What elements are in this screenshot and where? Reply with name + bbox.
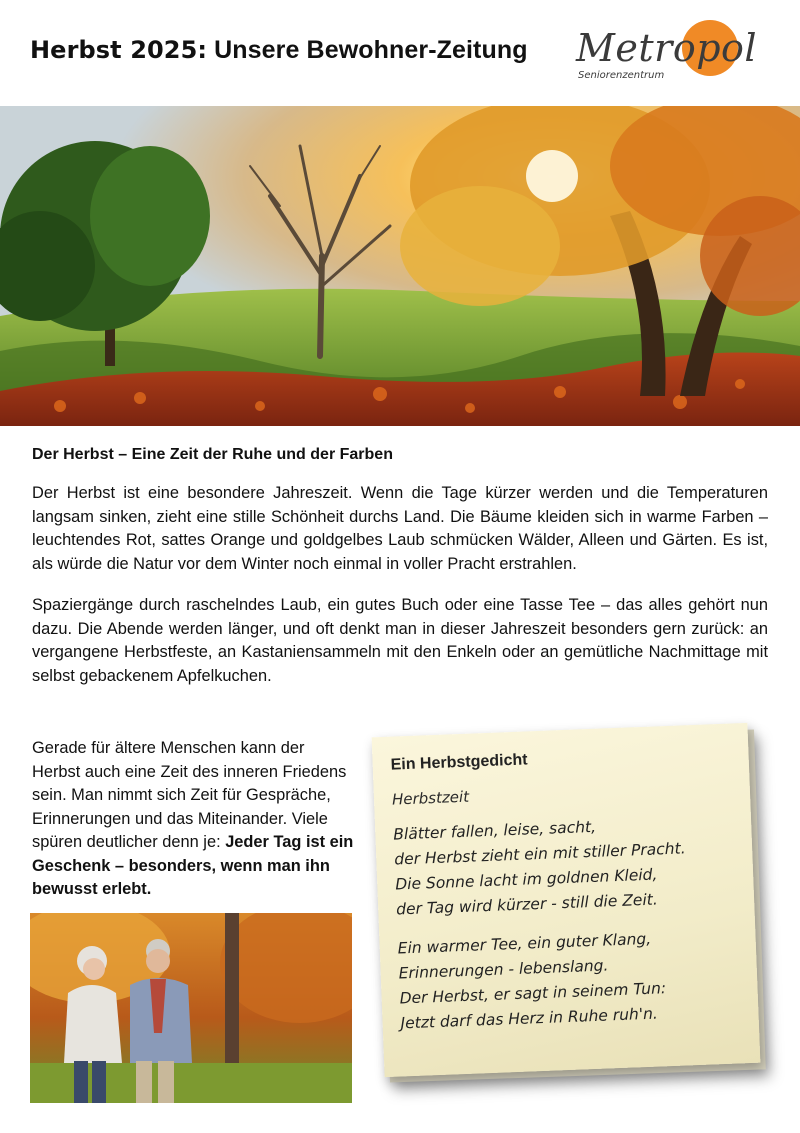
poem-note-content: [390, 743, 745, 1050]
poem-line: Erinnerungen - lebenslang.: [398, 956, 609, 983]
article-paragraph: Der Herbst ist eine besondere Jahreszeit. Wenn die Tage kürzer werden und die Temperaturen langsam sinken, zieht eine stille Schönheit durchs Land. Die Bäume kleiden sich in warme Farben – leuchtendes Rot, sattes Orange und goldgelbes Laub schmücken Wälder, Alleen und Gärten. Es ist, als würde die Natur vor dem Winter noch einmal in voller Pracht erstrahlen.: [32, 484, 768, 573]
note-title: Ein Herbstgedicht: [390, 751, 528, 774]
poem-note-card: [372, 723, 761, 1077]
autumn-landscape-image: [0, 106, 800, 426]
column-bold-text: Jeder Tag ist ein Geschenk – besonders, wenn man ihn bewusst erlebt.: [32, 833, 354, 898]
poem-line: Ein warmer Tee, ein guter Klang,: [397, 929, 652, 958]
poem-line: Der Herbst, er sagt in seinem Tun:: [399, 979, 667, 1008]
article-column: [32, 737, 354, 902]
metropol-logo: [572, 18, 772, 88]
logo-wordmark: Metropol: [576, 26, 758, 70]
article-body: [32, 444, 768, 706]
article-paragraph: Spaziergänge durch raschelndes Laub, ein gutes Buch oder eine Tasse Tee – das alles gehört nun dazu. Die Abende werden länger, und oft denkt man in dieser Jahreszeit besonders gern zurück: an vergangene Herbstfeste, an Kastaniensammeln mit den Enkeln oder an gemütliche Nachmittage mit selbst gebackenem Apfelkuchen.: [32, 596, 768, 685]
poem-stanza: [393, 809, 741, 922]
poem-line: Die Sonne lacht im goldnen Kleid,: [394, 865, 658, 894]
poem-stanza: [397, 923, 745, 1036]
article-headline: Der Herbst – Eine Zeit der Ruhe und der Farben: [32, 446, 393, 463]
logo-subtitle: Seniorenzentrum: [578, 70, 665, 81]
poem-line: Jetzt darf das Herz in Ruhe ruh'n.: [400, 1004, 659, 1033]
title-rest: Unsere Bewohner-Zeitung: [214, 36, 528, 64]
title-year: Herbst 2025:: [30, 36, 208, 64]
poem-line: Blätter fallen, leise, sacht,: [393, 817, 597, 844]
elderly-couple-photo: [30, 913, 352, 1103]
column-paragraph: [32, 737, 354, 902]
poem-title: Herbstzeit: [391, 787, 470, 809]
column-text: Gerade für ältere Menschen kann der Herbst auch eine Zeit des inneren Friedens sein. Man nimmt sich Zeit für Gespräche, Erinnerungen und das Miteinander. Viele spüren deutlicher denn je:: [32, 739, 347, 851]
page-title: [30, 36, 528, 65]
poem-line: der Tag wird kürzer - still die Zeit.: [395, 890, 659, 919]
poem-line: der Herbst zieht ein mit stiller Pracht.: [393, 839, 686, 869]
